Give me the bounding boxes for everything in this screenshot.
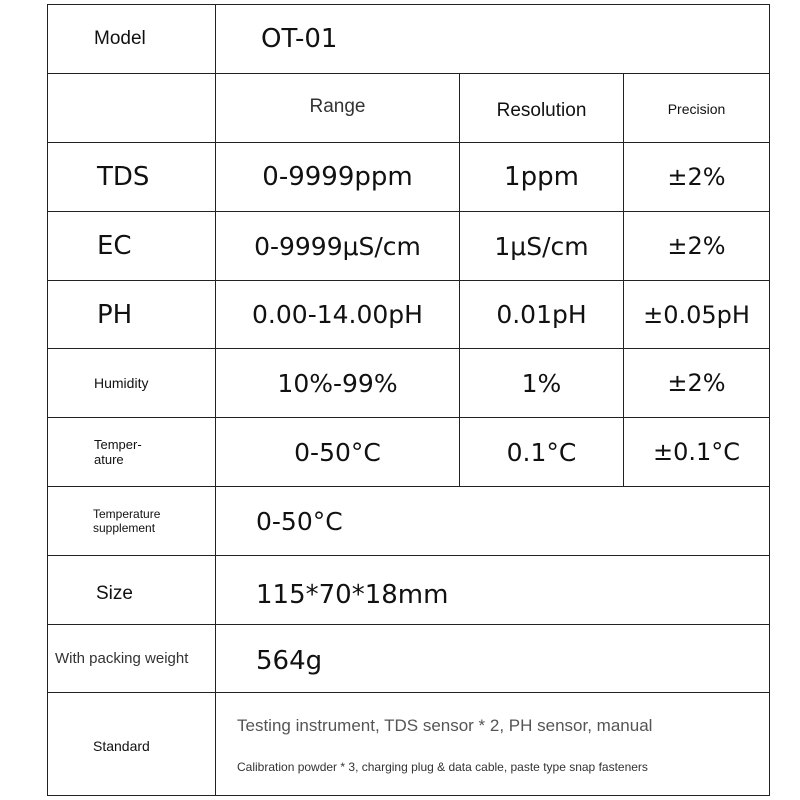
temperature-label-line2: ature — [94, 452, 124, 467]
table-border-top — [47, 4, 770, 5]
table-border-right — [769, 4, 770, 796]
row-label-tds: TDS — [97, 162, 150, 192]
standard-line1: Testing instrument, TDS sensor * 2, PH sensor, manual — [237, 716, 653, 735]
ec-resolution: 1μS/cm — [494, 231, 589, 261]
ec-range: 0-9999μS/cm — [254, 231, 421, 261]
weight-label: With packing weight — [55, 650, 189, 667]
tds-precision: ±2% — [667, 163, 726, 191]
row-label-humidity: Humidity — [94, 375, 149, 391]
standard-line2: Calibration powder * 3, charging plug & data cable, paste type snap fasteners — [237, 760, 648, 774]
ph-resolution: 0.01pH — [496, 300, 587, 329]
temperature-resolution: 0.1°C — [506, 437, 577, 467]
ec-precision: ±2% — [667, 232, 726, 260]
header-precision: Precision — [667, 101, 726, 117]
temperature-label-line1: Temper- — [94, 437, 142, 452]
table-border-left — [47, 4, 48, 796]
temperature-supplement-value: 0-50°C — [256, 506, 343, 536]
temperature-precision: ±0.1°C — [652, 438, 741, 466]
humidity-precision: ±2% — [667, 369, 726, 397]
weight-value: 564g — [256, 645, 323, 676]
ph-range: 0.00-14.00pH — [252, 300, 423, 329]
row-label-ph: PH — [97, 299, 133, 330]
header-resolution: Resolution — [496, 100, 587, 121]
humidity-resolution: 1% — [521, 368, 562, 398]
row-label-ec: EC — [97, 231, 132, 261]
model-label: Model — [94, 28, 146, 49]
humidity-range: 10%-99% — [277, 368, 398, 398]
temperature-supplement-label — [93, 487, 160, 555]
temperature-supplement-line2: supplement — [93, 521, 156, 535]
ph-precision: ±0.05pH — [643, 300, 750, 329]
tds-range: 0-9999ppm — [262, 162, 413, 192]
row-label-temperature — [94, 418, 142, 486]
temperature-range: 0-50°C — [294, 437, 381, 467]
row-divider — [47, 692, 770, 693]
header-range: Range — [309, 96, 366, 117]
standard-label: Standard — [93, 738, 150, 754]
size-value: 115*70*18mm — [256, 580, 449, 610]
size-label: Size — [96, 583, 133, 604]
table-border-bottom — [47, 795, 770, 796]
temperature-supplement-line1: Temperature — [93, 507, 161, 521]
model-value: OT-01 — [261, 24, 338, 54]
tds-resolution: 1ppm — [504, 162, 579, 192]
